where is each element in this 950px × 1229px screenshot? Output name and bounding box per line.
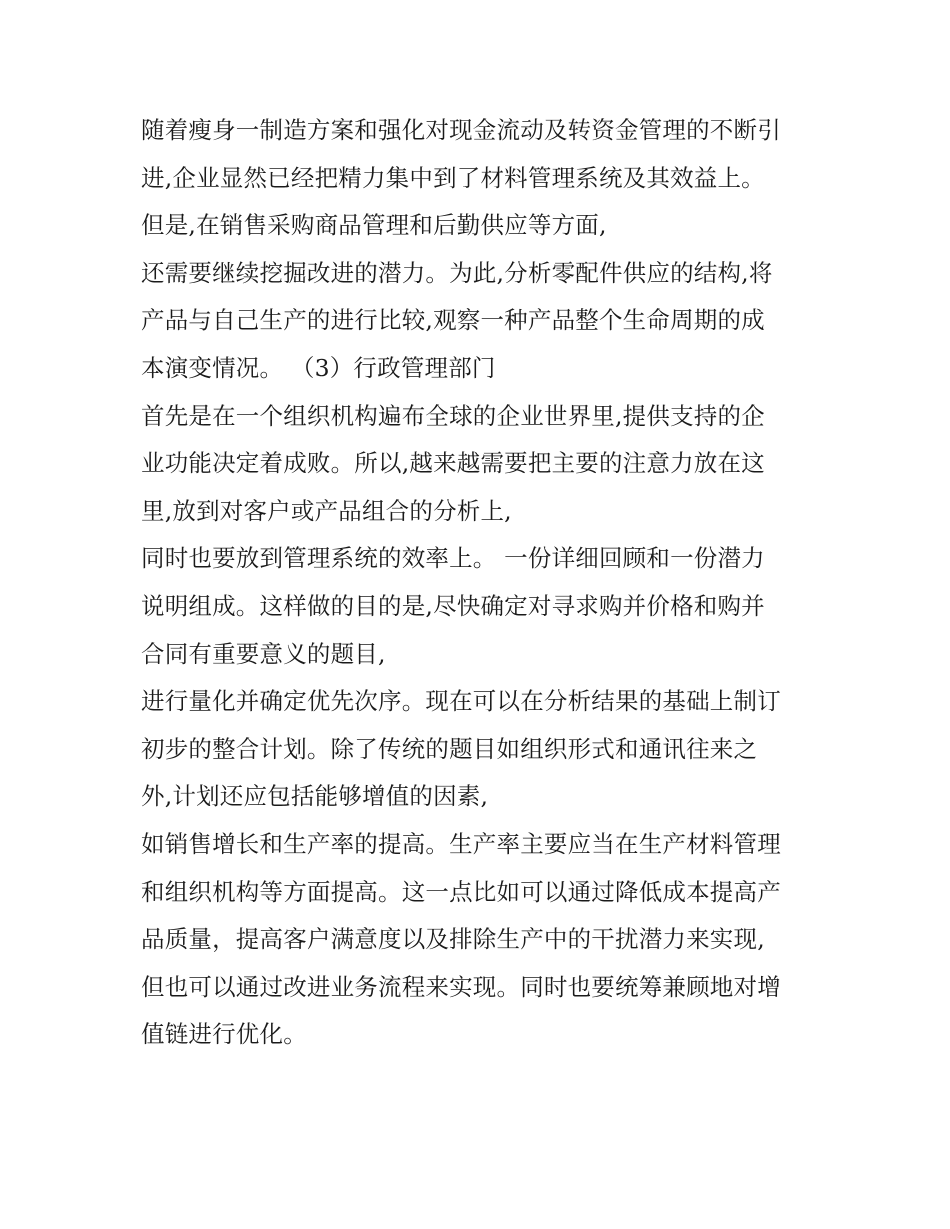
text-line: 同时也要放到管理系统的效率上。 一份详细回顾和一份潜力 <box>141 544 765 573</box>
text-line: 随着瘦身一制造方案和强化对现金流动及转资金管理的不断引 <box>141 116 781 144</box>
text-line: 进,企业显然已经把精力集中到了材料管理系统及其效益上。 <box>141 163 765 192</box>
text-line: 本演变情况。 （3）行政管理部门 <box>141 353 496 382</box>
text-line: 但也可以通过改进业务流程来实现。同时也要统筹兼顾地对增 <box>141 972 781 1001</box>
text-line: 如销售增长和生产率的提高。生产率主要应当在生产材料管理 <box>141 829 781 858</box>
text-line: 合同有重要意义的题目, <box>141 639 386 668</box>
text-line: 产品与自己生产的进行比较,观察一种产品整个生命周期的成 <box>141 306 765 335</box>
text-line: 和组织机构等方面提高。这一点比如可以通过降低成本提高产 <box>141 877 781 906</box>
text-line: 但是,在销售采购商品管理和后勤供应等方面, <box>141 211 607 240</box>
text-line: 还需要继续挖掘改进的潜力。为此,分析零配件供应的结构,将 <box>141 258 773 287</box>
text-line: 里,放到对客户或产品组合的分析上, <box>141 496 512 525</box>
text-line: 说明组成。这样做的目的是,尽快确定对寻求购并价格和购并 <box>141 591 765 620</box>
text-line: 品质量，提高客户满意度以及排除生产中的干扰潜力来实现, <box>141 925 765 954</box>
text-line: 首先是在一个组织机构遍布全球的企业世界里,提供支持的企 <box>141 401 765 430</box>
body-text <box>141 107 821 1059</box>
text-line: 进行量化并确定优先次序。现在可以在分析结果的基础上制订 <box>141 687 781 716</box>
text-line: 值链进行优化。 <box>141 1020 307 1049</box>
text-line: 初步的整合计划。除了传统的题目如组织形式和通讯往来之 <box>141 734 758 763</box>
text-line: 外,计划还应包括能够增值的因素, <box>141 782 489 811</box>
text-line: 业功能决定着成败。所以,越来越需要把主要的注意力放在这 <box>141 449 765 478</box>
